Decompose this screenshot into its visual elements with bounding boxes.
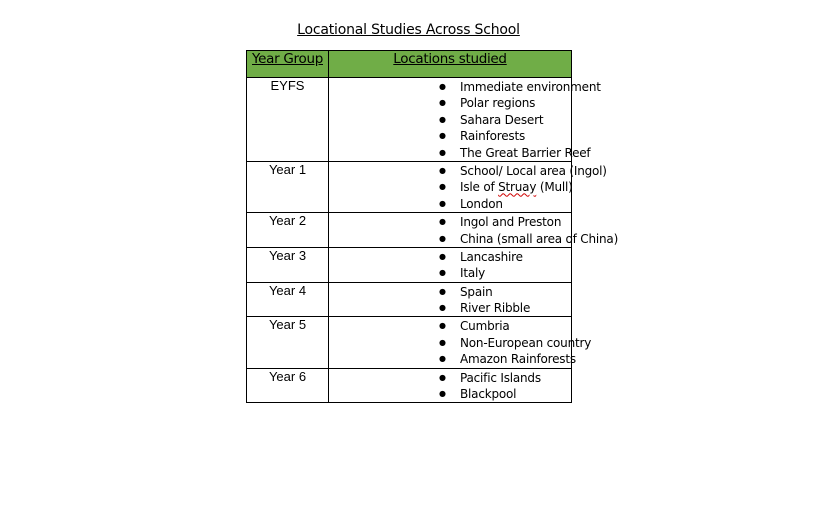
locations-list <box>329 78 601 161</box>
locations-list <box>329 369 571 403</box>
locations-list <box>329 317 592 367</box>
year-group-cell: Year 2 <box>247 213 329 248</box>
list-item <box>329 196 571 212</box>
location-text: River Ribble <box>460 301 531 316</box>
location-text: Isle of Struay (Mull) <box>460 180 573 195</box>
locations-cell <box>329 317 592 368</box>
bullet-icon: ● <box>439 182 446 192</box>
bullet-icon: ● <box>439 82 446 91</box>
bullet-icon: ● <box>439 372 446 382</box>
bullet-icon: ● <box>439 217 446 227</box>
bullet-icon: ● <box>439 268 446 278</box>
bullet-icon: ● <box>439 389 446 399</box>
bullet-icon: ● <box>439 286 446 296</box>
location-text: Blackpool <box>460 387 517 402</box>
list-item <box>329 370 571 386</box>
location-text: Ingol and Preston <box>460 215 562 230</box>
table-header-row <box>247 51 572 78</box>
location-text: Italy <box>460 266 486 281</box>
list-item <box>329 335 592 351</box>
bullet-icon: ● <box>439 165 446 175</box>
locations-cell <box>329 161 607 212</box>
table-row <box>247 317 572 368</box>
year-group-cell: Year 5 <box>247 317 329 368</box>
list-item <box>329 300 571 316</box>
bullet-icon: ● <box>439 337 446 347</box>
location-text: Pacific Islands <box>460 370 541 385</box>
list-item <box>329 214 571 230</box>
year-group-header: Year Group <box>247 51 329 78</box>
locations-list <box>329 248 571 282</box>
location-text: Polar regions <box>460 96 536 111</box>
bullet-icon: ● <box>439 198 446 208</box>
list-item <box>329 249 571 265</box>
location-text: Sahara Desert <box>460 112 544 127</box>
year-group-cell: Year 6 <box>247 368 329 403</box>
locations-cell <box>329 213 619 248</box>
location-text: London <box>460 196 503 211</box>
list-item <box>329 95 571 111</box>
locations-cell <box>329 247 572 282</box>
list-item <box>329 265 571 281</box>
list-item <box>329 386 571 402</box>
bullet-icon: ● <box>439 131 446 141</box>
table-row <box>247 161 572 212</box>
table-row <box>247 368 572 403</box>
location-text: The Great Barrier Reef <box>460 145 591 160</box>
locations-list <box>329 283 571 317</box>
location-text: Lancashire <box>460 249 523 264</box>
list-item <box>329 179 571 195</box>
locations-list <box>329 213 619 247</box>
list-item <box>329 79 601 95</box>
table-row <box>247 213 572 248</box>
list-item <box>329 112 571 128</box>
location-text: Non-European country <box>460 335 592 350</box>
bullet-icon: ● <box>439 114 446 124</box>
list-item <box>329 163 607 179</box>
bullet-icon: ● <box>439 98 446 108</box>
list-item <box>329 351 576 367</box>
location-text: Rainforests <box>460 129 525 144</box>
locations-cell <box>329 282 572 317</box>
year-group-cell: Year 1 <box>247 161 329 212</box>
list-item <box>329 318 571 334</box>
bullet-icon: ● <box>439 233 446 243</box>
table-row <box>247 282 572 317</box>
locations-list <box>329 162 607 212</box>
document-title: Locational Studies Across School <box>297 22 520 38</box>
year-group-cell: Year 4 <box>247 282 329 317</box>
location-text: School/ Local area (Ingol) <box>460 163 607 178</box>
bullet-icon: ● <box>439 303 446 313</box>
table-row <box>247 78 572 162</box>
location-text: Spain <box>460 284 493 299</box>
list-item <box>329 145 591 161</box>
location-text: Cumbria <box>460 319 510 334</box>
list-item <box>329 128 571 144</box>
locations-cell <box>329 78 601 162</box>
location-text: China (small area of China) <box>460 231 619 246</box>
spellcheck-flagged-word: Struay <box>498 180 537 195</box>
list-item <box>329 231 619 247</box>
bullet-icon: ● <box>439 321 446 331</box>
year-group-cell: Year 3 <box>247 247 329 282</box>
locations-table <box>246 50 619 403</box>
bullet-icon: ● <box>439 147 446 157</box>
bullet-icon: ● <box>439 251 446 261</box>
location-text: Amazon Rainforests <box>460 352 576 367</box>
table-row <box>247 247 572 282</box>
locations-cell <box>329 368 572 403</box>
bullet-icon: ● <box>439 354 446 364</box>
table-body <box>247 78 619 403</box>
year-group-cell: EYFS <box>247 78 329 162</box>
list-item <box>329 284 571 300</box>
locations-header: Locations studied <box>329 51 572 78</box>
location-text: Immediate environment <box>460 80 601 94</box>
